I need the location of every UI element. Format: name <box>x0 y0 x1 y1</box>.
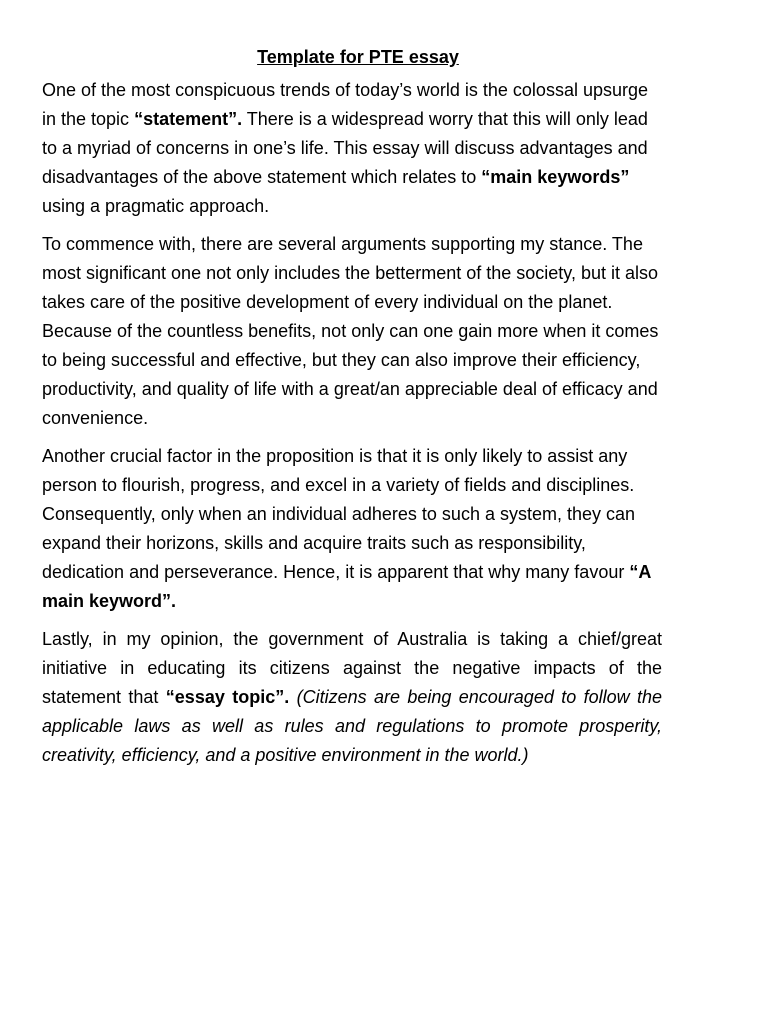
paragraph-body-1: To commence with, there are several arguments supporting my stance. The most significant one not only includes the betterment of the society, but it also takes care of the positive development of every individual on the planet. Because of the countless benefits, not only can one gain more when it comes to being successful and effective, but they can also improve their efficiency, productivity, and quality of life with a great/an appreciable deal of efficacy and convenience. <box>42 234 659 428</box>
conclusion-italic-note: (Citizens are being encouraged to follow the applicable laws as well as rules and regulations to promote prosperity, creativity, efficiency, and a positive environment in the world.) <box>42 687 662 765</box>
intro-keyword-main-keywords: “main keywords” <box>481 167 630 187</box>
body2-keyword: “A main keyword”. <box>42 562 651 611</box>
conclusion-text: Lastly, in my opinion, the government of Australia is taking a chief/great initiative in educating its citizens against the negative impacts of the statement that <box>42 629 662 707</box>
intro-keyword-statement: “statement”. <box>134 109 243 129</box>
conclusion-keyword-essay-topic: “essay topic”. <box>165 687 290 707</box>
paragraph-body-2 <box>42 442 662 616</box>
conclusion-space <box>289 687 296 707</box>
document-title: Template for PTE essay <box>257 47 459 67</box>
paragraph-introduction <box>42 76 662 221</box>
intro-text-1: One of the most conspicuous trends of today’s world is the colossal upsurge in the topic <box>42 80 648 129</box>
body2-text: Another crucial factor in the proposition is that it is only likely to assist any person to flourish, progress, and excel in a variety of fields and disciplines. Consequently, only when an individual adheres to such a system, they can expand their horizons, skills and acquire traits such as responsibility, dedication and perseverance. Hence, it is apparent that why many favour <box>42 446 636 582</box>
intro-text-2: There is a widespread worry that this will only lead to a myriad of concerns in one’s life. This essay will discuss advantages and disadvantages of the above statement which relates to <box>42 109 648 187</box>
intro-text-3: using a pragmatic approach. <box>42 196 270 216</box>
document-page <box>42 42 662 779</box>
paragraph-conclusion <box>42 625 662 770</box>
